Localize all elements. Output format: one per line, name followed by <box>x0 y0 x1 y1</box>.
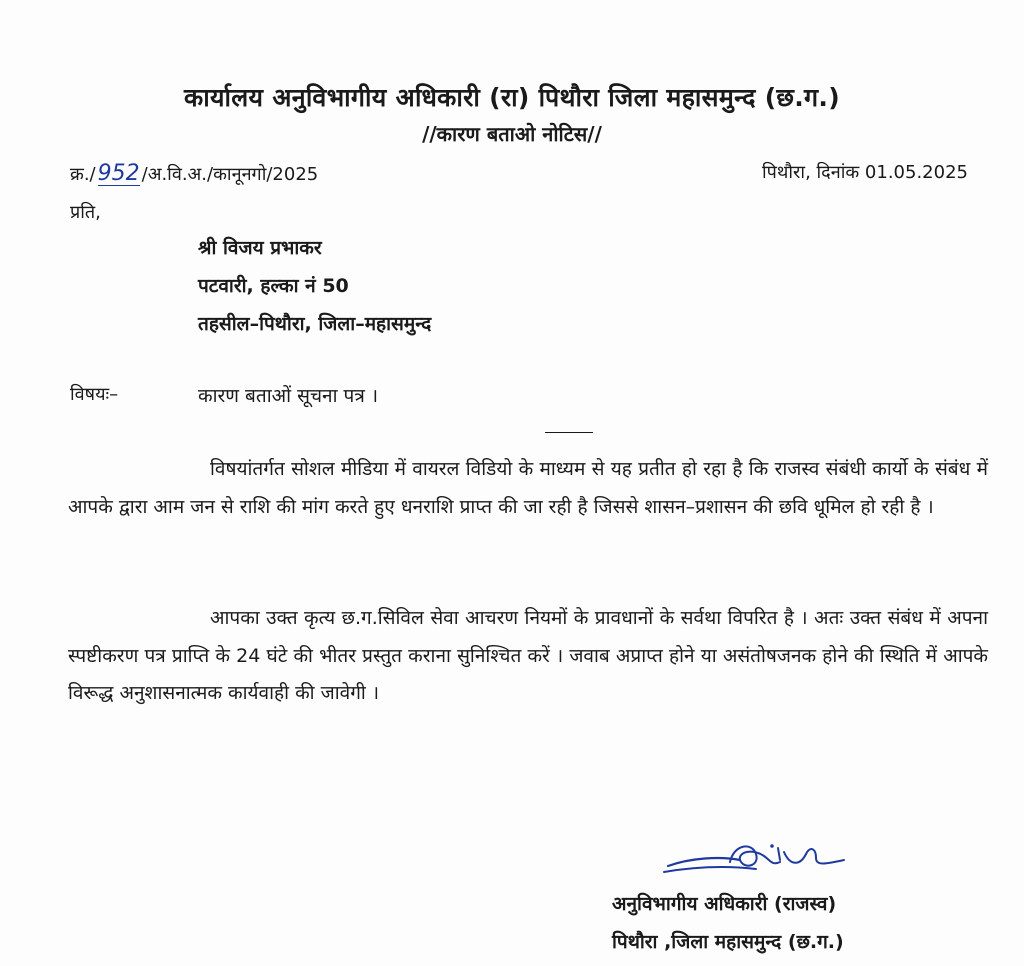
subject-label: विषयः– <box>70 384 119 405</box>
signatory-designation: अनुविभागीय अधिकारी (राजस्व) <box>612 893 837 915</box>
notice-title: //कारण बताओ नोटिस// <box>422 122 602 146</box>
office-title: कार्यालय अनुविभागीय अधिकारी (रा) पिथौरा जिला महासमुन्द (छ.ग.) <box>184 83 840 112</box>
separator-rule <box>545 432 593 433</box>
recipient-address: तहसील–पिथौरा, जिला–महासमुन्द <box>198 313 432 335</box>
reference-number-handwritten: 952 <box>97 161 140 186</box>
to-label: प्रति, <box>70 202 101 223</box>
reference-prefix: क्र./ <box>70 164 96 185</box>
place-date: पिथौरा, दिनांक 01.05.2025 <box>762 162 968 183</box>
recipient-name: श्री विजय प्रभाकर <box>198 237 322 259</box>
reference-suffix: /अ.वि.अ./कानूनगो/2025 <box>141 164 319 185</box>
signatory-location: पिथौरा ,जिला महासमुन्द (छ.ग.) <box>612 931 844 953</box>
body-paragraph-2: आपका उक्त कृत्य छ.ग.सिविल सेवा आचरण नियमों के प्रावधानों के सर्वथा विपरित है । अतः उक्त संबंध में अपना स्पष्टीकरण पत्र प्राप्ति के 24 घंटे की भीतर प्रस्तुत कराना सुनिश्चित करें । जवाब अप्राप्त होने या असंतोषजनक होने की स्थिति में आपके विरूद्ध अनुशासनात्मक कार्यवाही की जावेगी । <box>68 607 988 704</box>
subject-text: कारण बताओं सूचना पत्र । <box>198 385 379 407</box>
recipient-post: पटवारी, हल्का नं 50 <box>198 275 349 297</box>
reference-number-line <box>70 162 318 186</box>
body-paragraph-1: विषयांतर्गत सोशल मीडिया में वायरल विडियो के माध्यम से यह प्रतीत हो रहा है कि राजस्व संबंधी कार्यो के संबंध में आपके द्वारा आम जन से राशि की मांग करते हुए धनराशि प्राप्त की जा रही है जिससे शासन–प्रशासन की छवि धूमिल हो रही है । <box>68 458 988 518</box>
handwritten-signature <box>660 836 850 884</box>
